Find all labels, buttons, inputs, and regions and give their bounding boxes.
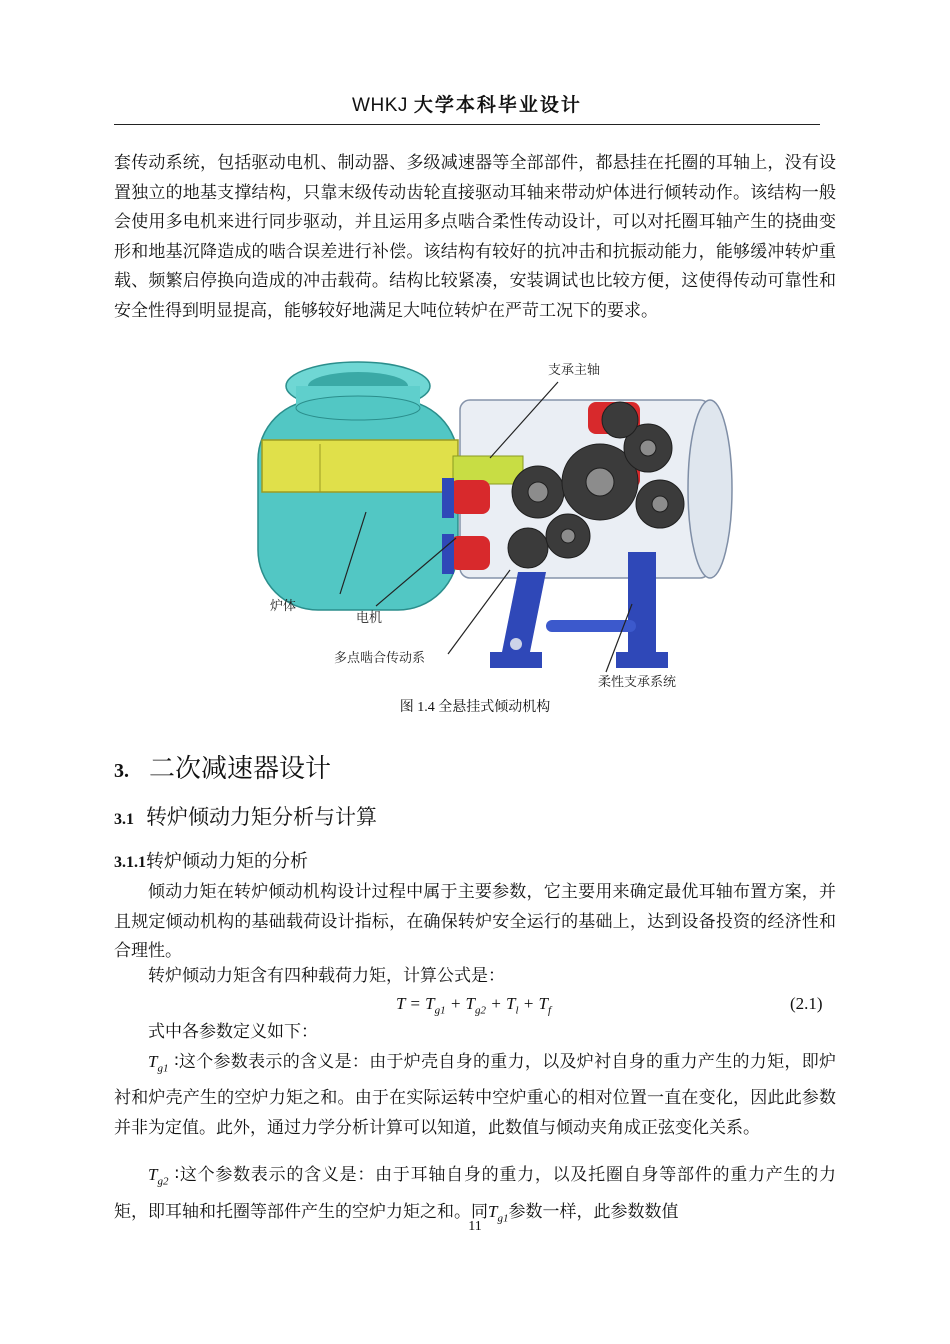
intro-paragraph: 套传动系统，包括驱动电机、制动器、多级减速器等全部部件，都悬挂在托圈的耳轴上，没有设置独立的地基支撑结构，只靠末级传动齿轮直接驱动耳轴来带动炉体进行倾转动作。该结构一般会使用多电机来进行同步驱动，并且运用多点啮合柔性传动设计，可以对托圈耳轴产生的挠曲变形和地基沉降造成的啮合误差进行补偿。该结构有较好的抗冲击和抗振动能力，能够缓冲转炉重载、频繁启停换向造成的冲击载荷。结构比较紧凑，安装调试也比较方便，这使得传动可靠性和安全性得到明显提高，能够较好地满足大吨位转炉在严苛工况下的要求。 bbox=[114, 153, 836, 321]
header-school-code: WHKJ bbox=[352, 95, 408, 116]
subsection-number: 3.1 bbox=[114, 811, 134, 828]
equation-number: (2.1) bbox=[790, 994, 823, 1013]
section-heading-3-1 bbox=[114, 802, 377, 835]
trunnion-shaft bbox=[453, 456, 523, 484]
subsubsection-title: 转炉倾动力矩的分析 bbox=[146, 851, 308, 872]
header-title: 大学本科毕业设计 bbox=[413, 94, 582, 116]
subsubsection-number: 3.1.1 bbox=[114, 854, 146, 871]
tilting-mechanism-figure bbox=[228, 352, 740, 692]
label-multipoint-drive: 多点啮合传动系 bbox=[334, 651, 426, 666]
label-flexible-support: 柔性支承系统 bbox=[598, 675, 677, 690]
section-title: 二次减速器设计 bbox=[149, 754, 332, 784]
tg1-description: ∶这个参数表示的含义是：由于炉壳自身的重力，以及炉衬自身的重力产生的力矩，即炉衬和炉壳产生的空炉力矩之和。由于在实际运转中空炉重心的相对位置一直在变化，因此此参数并非为定值。此外，通过力学分析计算可以知道，此数值与倾动夹角成正弦变化关系。 bbox=[114, 1052, 836, 1138]
section-heading-3 bbox=[114, 752, 331, 788]
symbol-tg1-inline: $T_{g1}$ bbox=[488, 1201, 509, 1225]
figure-caption: 图 1.4 全悬挂式倾动机构 bbox=[399, 700, 551, 715]
paragraph-param-intro: 式中各参数定义如下： bbox=[148, 1022, 318, 1042]
torque-formula: $T = T_{g1} + T_{g2} + T_l + T_f$ bbox=[396, 994, 552, 1017]
symbol-tg1: $T_{g1}$ bbox=[148, 1052, 169, 1075]
header-rule bbox=[114, 124, 820, 125]
label-motor: 电机 bbox=[356, 611, 383, 626]
section-number: 3. bbox=[114, 760, 129, 782]
page-number: 11 bbox=[468, 1219, 482, 1234]
section-heading-3-1-1 bbox=[114, 848, 308, 877]
trunnion-ring bbox=[262, 440, 458, 492]
paragraph-tilting-torque: 倾动力矩在转炉倾动机构设计过程中属于主要参数，它主要用来确定最优耳轴布置方案，并且规定倾动机构的基础载荷设计指标，在确保转炉安全运行的基础上，达到设备投资的经济性和合理性。 bbox=[114, 882, 836, 962]
tg2-description-end: 参数一样，此参数数值 bbox=[508, 1201, 679, 1222]
symbol-tg2: $T_{g2}$ bbox=[148, 1165, 169, 1188]
tg2-description: ∶这个参数表示的含义是：由于耳轴自身的重力，以及托圈自身等部件的重力产生的力矩，即耳轴和托圈等部件产生的空炉力矩之和。同 bbox=[114, 1165, 836, 1222]
subsection-title: 转炉倾动力矩分析与计算 bbox=[146, 805, 377, 829]
page-header bbox=[114, 92, 820, 119]
paragraph-formula-intro: 转炉倾动力矩含有四种载荷力矩，计算公式是： bbox=[148, 966, 505, 986]
paragraph-tg1 bbox=[114, 1047, 836, 1143]
label-furnace: 炉体 bbox=[270, 599, 297, 614]
label-support-shaft: 支承主轴 bbox=[548, 363, 601, 378]
